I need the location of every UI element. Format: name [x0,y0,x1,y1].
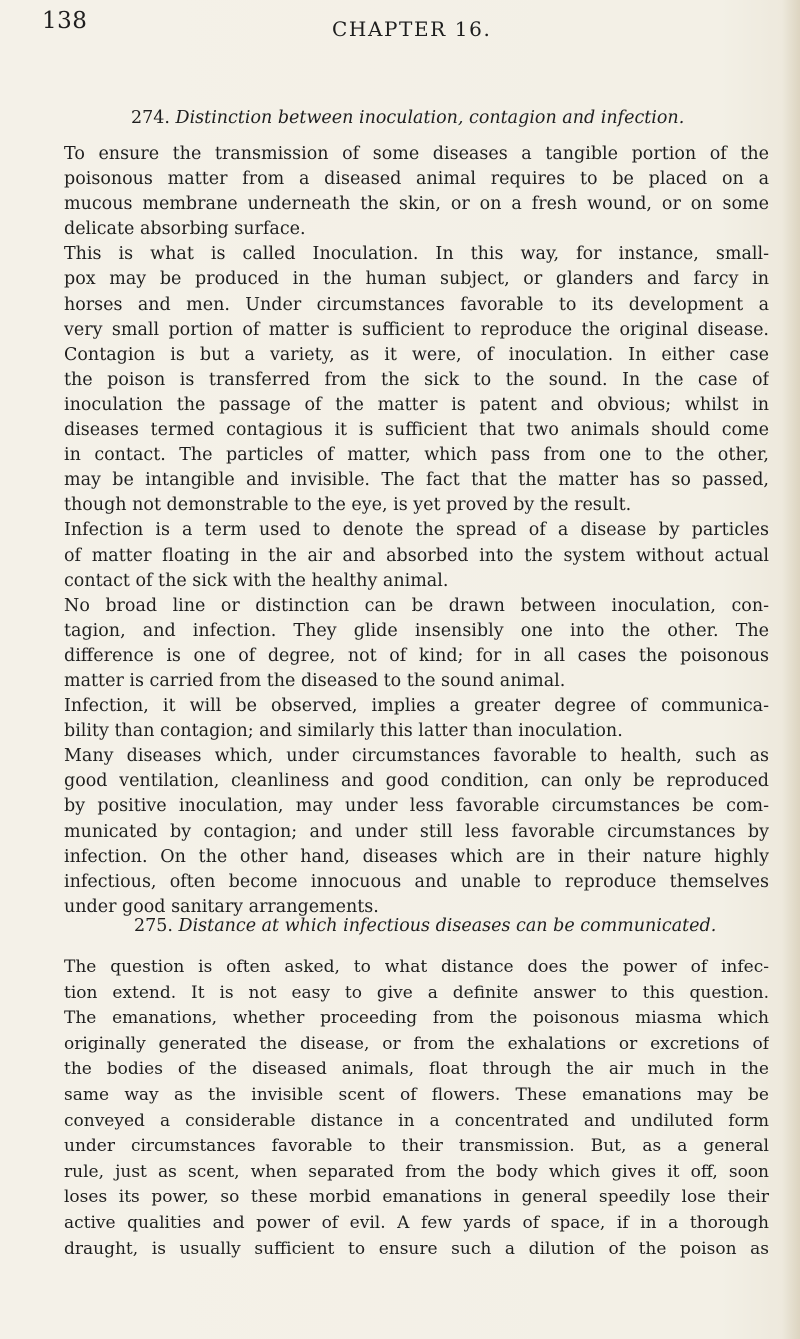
text-line: active qualities and power of evil. A few yards of space, if in a thorough [64,1212,769,1233]
page-header [42,6,782,50]
text-line: poisonous matter from a diseased animal requires to be placed on a [64,169,769,190]
text-line: infection. On the other hand, diseases which are in their nature highly [64,846,769,867]
text-line: The question is often asked, to what distance does the power of infec- [64,957,769,977]
text-line: loses its power, so these morbid emanations in general speedily lose their [64,1187,769,1208]
text-line: pox may be produced in the human subject, or glanders and farcy in [64,269,769,290]
text-line: the bodies of the diseased animals, float through the air much in the [64,1059,769,1080]
text-line: To ensure the transmission of some diseases a tangible portion of the [64,144,769,164]
text-line: the poison is transferred from the sick to the sound. In the case of [64,369,769,390]
text-line: The emanations, whether proceeding from the poisonous miasma which [64,1008,769,1029]
text-line: very small portion of matter is sufficient to reproduce the original disease. [64,319,769,340]
text-line: draught, is usually sufficient to ensure such a dilution of the poison as [64,1238,769,1259]
text-line: bility than contagion; and similarly this latter than inoculation. [64,721,623,742]
text-line: of matter floating in the air and absorbed into the system without actual [64,545,769,566]
section-number: 274. [131,108,170,128]
text-line: contact of the sick with the healthy animal. [64,570,449,591]
text-line: Contagion is but a variety, as it were, of inoculation. In either case [64,344,769,365]
text-line: Infection, it will be observed, implies a greater degree of communica- [64,696,769,717]
text-line: in contact. The particles of matter, which pass from one to the other, [64,445,769,466]
section-body-275 [64,955,769,1262]
text-line: Infection is a term used to denote the spread of a disease by particles [64,520,769,541]
text-line: good ventilation, cleanliness and good condition, can only be reproduced [64,771,769,792]
section-body-274 [64,142,769,920]
text-line: delicate absorbing surface. [64,219,306,240]
section-number: 275. [134,916,173,936]
text-line: horses and men. Under circumstances favorable to its development a [64,294,769,315]
text-line: Many diseases which, under circumstances favorable to health, such as [64,746,769,767]
text-line: originally generated the disease, or from the exhalations or excretions of [64,1033,769,1054]
text-line: inoculation the passage of the matter is patent and obvious; whilst in [64,394,769,415]
section-title: Distance at which infectious diseases can be communicated. [178,916,717,936]
section-heading-274 [131,108,684,128]
text-line: No broad line or distinction can be drawn between inoculation, con- [64,595,769,616]
text-line: may be intangible and invisible. The fact that the matter has so passed, [64,470,769,491]
text-line: matter is carried from the diseased to the sound animal. [64,670,566,691]
page-number: 138 [42,8,88,34]
text-line: difference is one of degree, not of kind; for in all cases the poisonous [64,645,769,666]
text-line: municated by contagion; and under still less favorable circumstances by [64,821,769,842]
text-line: diseases termed contagious it is sufficient that two animals should come [64,420,769,441]
text-line: under good sanitary arrangements. [64,896,379,917]
text-line: same way as the invisible scent of flowers. These emanations may be [64,1084,769,1105]
text-line: tion extend. It is not easy to give a definite answer to this question. [64,982,769,1003]
text-line: though not demonstrable to the eye, is yet proved by the result. [64,495,632,516]
text-line: This is what is called Inoculation. In this way, for instance, small- [64,244,769,265]
text-line: conveyed a considerable distance in a concentrated and undiluted form [64,1110,769,1131]
text-line: tagion, and infection. They glide insensibly one into the other. The [64,620,769,641]
text-line: mucous membrane underneath the skin, or on a fresh wound, or on some [64,194,769,215]
text-line: rule, just as scent, when separated from the body which gives it off, soon [64,1161,769,1182]
section-title: Distinction between inoculation, contagion and infection. [175,108,685,128]
section-heading-275 [134,916,716,936]
text-line: infectious, often become innocuous and unable to reproduce themselves [64,871,769,892]
text-line: by positive inoculation, may under less favorable circumstances be com- [64,796,769,817]
page-edge-shadow [782,0,800,1339]
text-line: under circumstances favorable to their transmission. But, as a general [64,1136,769,1157]
running-head: CHAPTER 16. [332,17,492,41]
